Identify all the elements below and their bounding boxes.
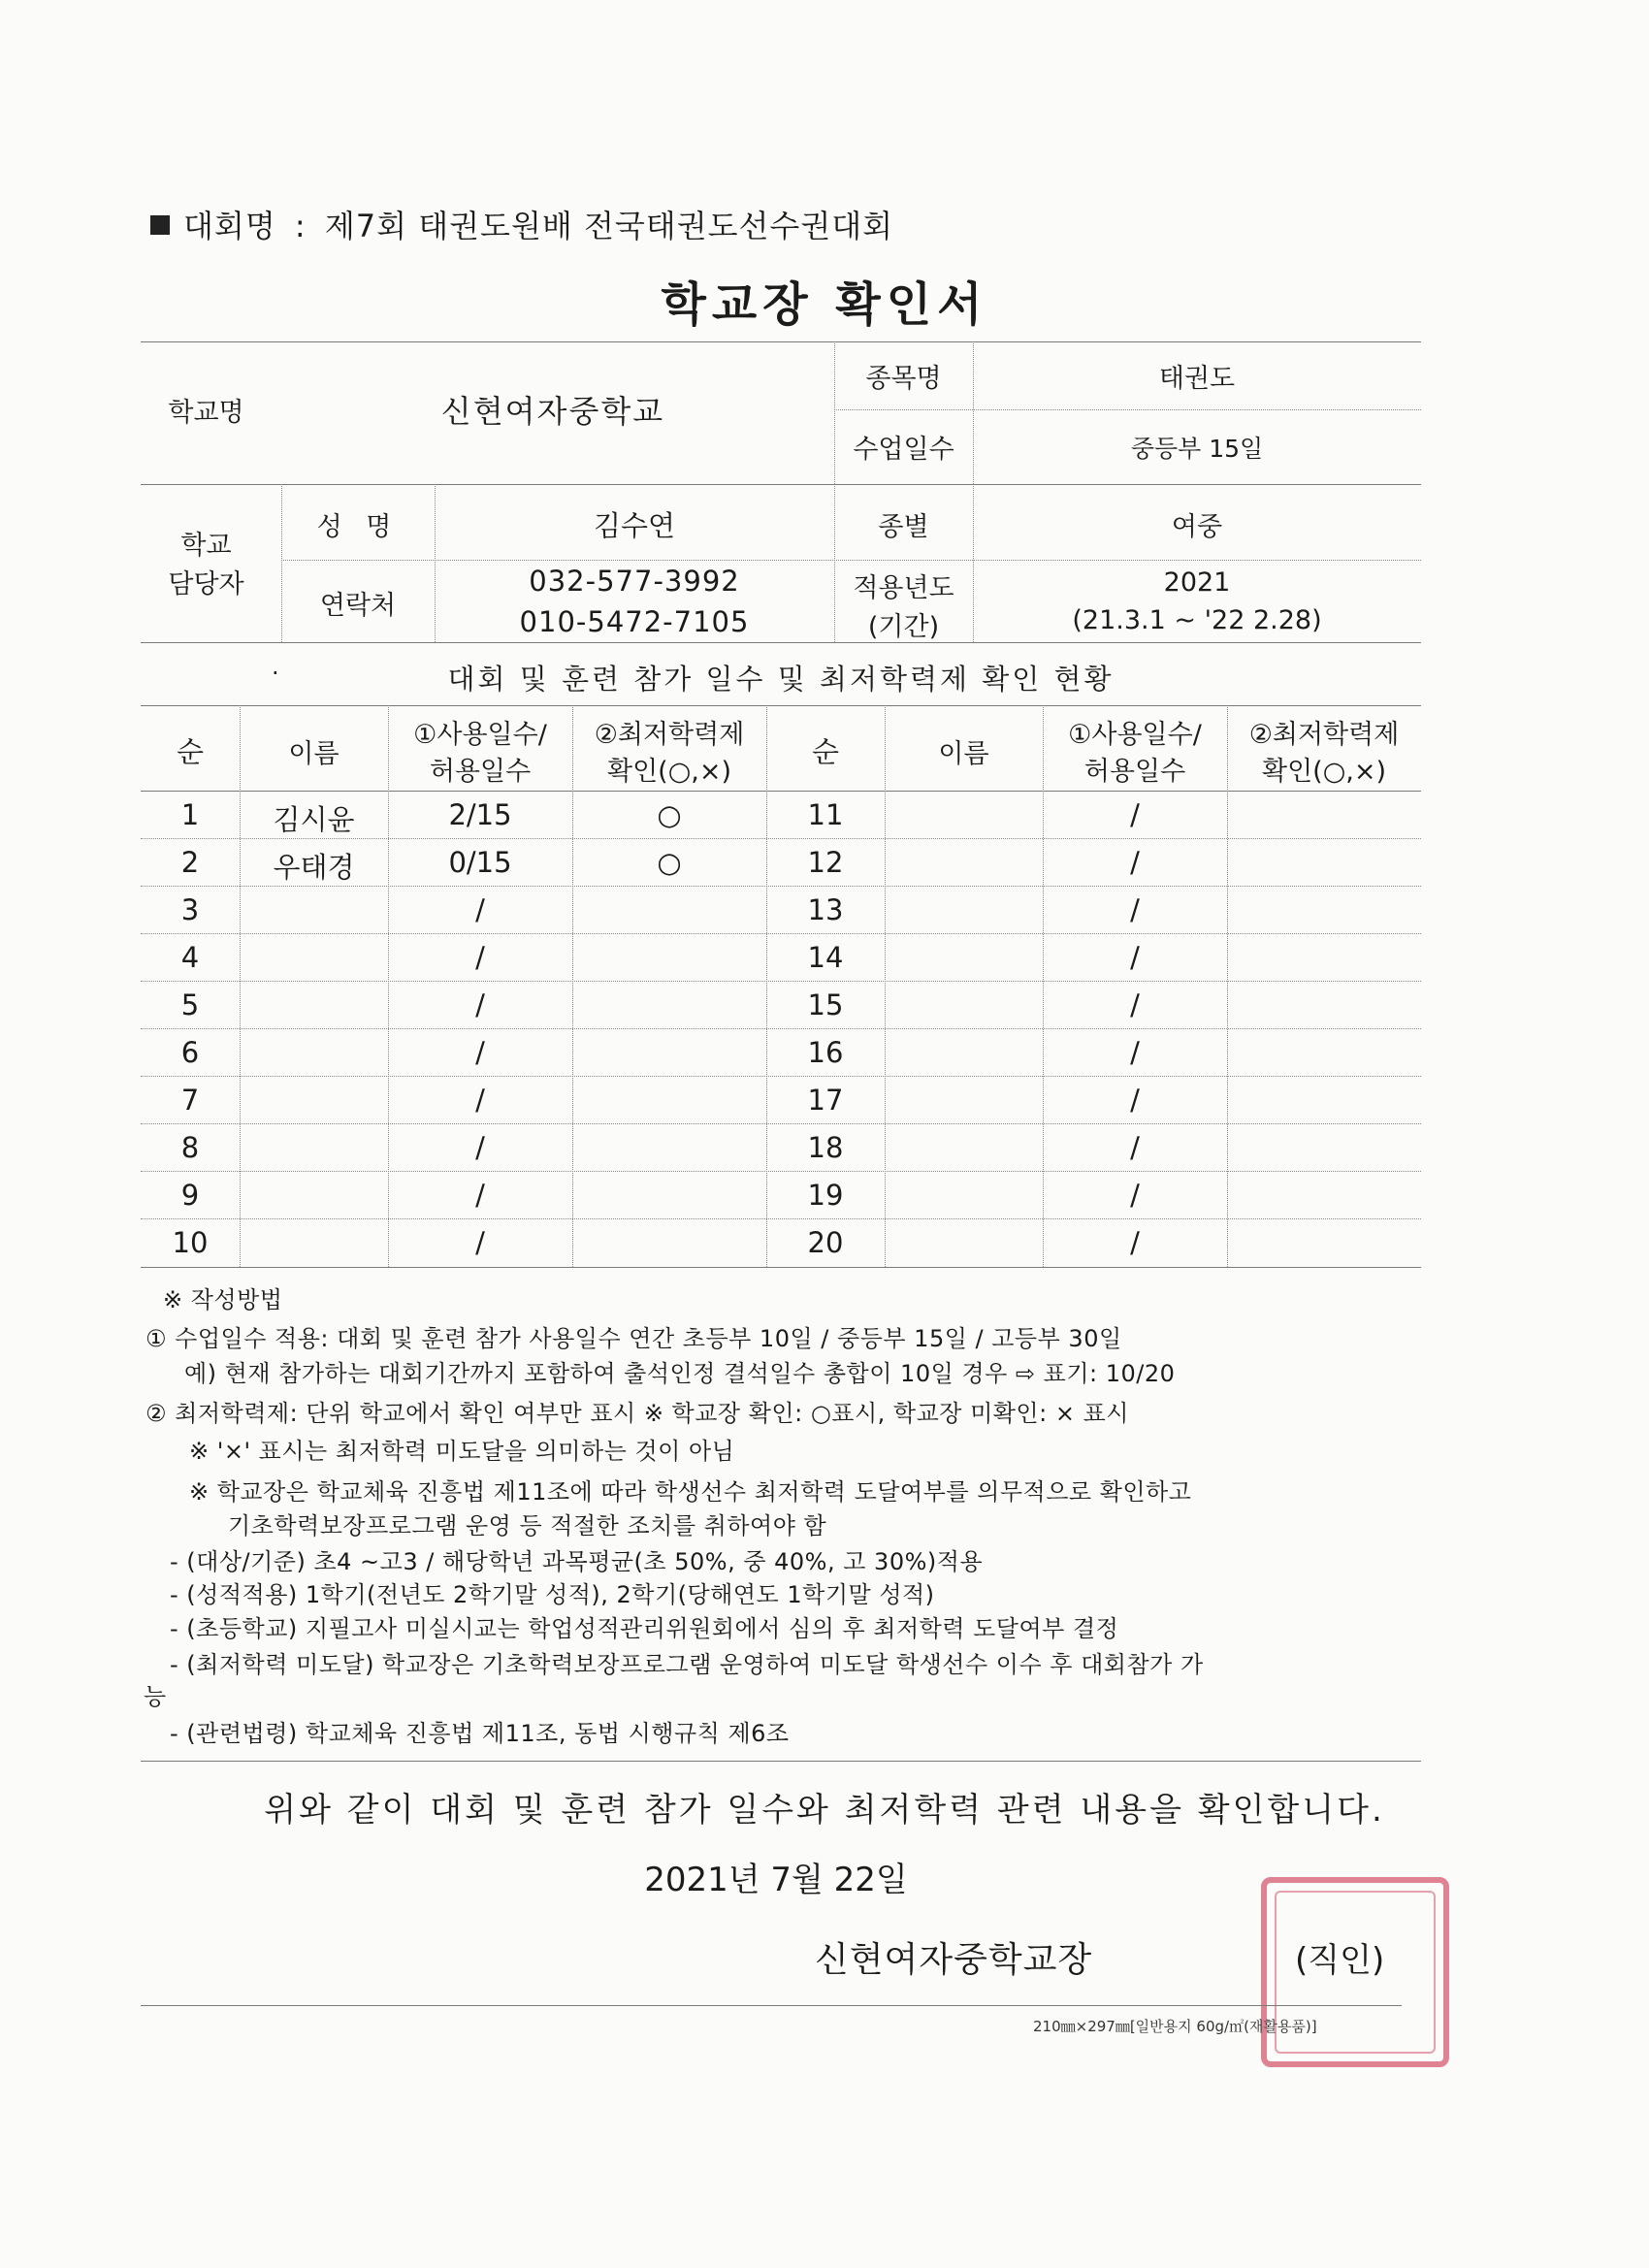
document-title: 학교장 확인서 [661,277,988,332]
cell-no: 9 [180,1179,200,1212]
table-row-divider [141,886,1421,887]
header-check-left-1: ②최저학력제 [594,720,745,750]
table-bottom-border [141,1267,1421,1268]
header-name-left: 이름 [288,739,340,769]
instruction-line: ※ 학교장은 학교체육 진흥법 제11조에 따라 학생선수 최저학력 도달여부를 의무적으로 확인하고 [189,1478,1192,1506]
cell-no: 12 [807,846,844,879]
cell-days: 2/15 [448,798,512,831]
header-days-right-2: 허용일수 [1083,757,1186,787]
paper-spec: 210㎜×297㎜[일반용지 60g/㎡(재활용품)] [1033,2018,1317,2035]
cell-days: 0/15 [448,846,512,879]
instruction-line: ② 최저학력제: 단위 학교에서 확인 여부만 표시 ※ 학교장 확인: ○표시, 학교장 미확인: × 표시 [146,1400,1129,1427]
document-date: 2021년 7월 22일 [644,1861,908,1899]
header-check-right-2: 확인(○,×) [1262,757,1386,787]
confirmation-statement: 위와 같이 대회 및 훈련 참가 일수와 최저학력 관련 내용을 확인합니다. [264,1791,1385,1830]
cell-no: 20 [807,1226,844,1259]
table-row-divider [141,933,1421,934]
header-name-right: 이름 [938,739,989,769]
cell-no: 17 [807,1084,844,1117]
cell-no: 7 [180,1084,200,1117]
table-row-divider [141,1076,1421,1077]
header-no-right: 순 [811,735,839,768]
cell-days: / [1130,941,1140,974]
cell-no: 8 [180,1131,200,1164]
table-row-divider [141,1028,1421,1029]
instruction-line: 기초학력보장프로그램 운영 등 적절한 조치를 취하여야 함 [228,1512,827,1539]
cell-days: / [475,893,485,926]
phone-1: 032-577-3992 [529,565,740,598]
class-days-value: 중등부 15일 [1130,435,1264,463]
cell-no: 11 [807,798,844,831]
cell-no: 1 [180,798,200,831]
info-mid-line [834,409,1421,410]
cell-no: 13 [807,893,844,926]
contact-label: 연락처 [319,591,397,621]
manager-label-1: 학교 [180,531,232,561]
cell-days: / [475,1179,485,1212]
bullet-square-icon [150,215,170,235]
signer-title: 신현여자중학교장 [815,1940,1093,1980]
manager-mid-line [281,560,1421,561]
contest-label: 대회명 [183,208,276,244]
year-label-1: 적용년도 [853,573,954,603]
cell-days: / [475,1131,485,1164]
table-row-divider [141,838,1421,839]
status-caption: 대회 및 훈련 참가 일수 및 최저학력제 확인 현황 [447,663,1115,696]
col-line-3 [572,705,573,1267]
school-name: 신현여자중학교 [440,393,665,430]
cell-no: 16 [807,1036,844,1069]
col-line-1 [240,705,241,1267]
type-value: 여중 [1171,512,1223,542]
type-label: 종별 [878,512,929,542]
instruction-line: - (초등학교) 지필고사 미실시교는 학업성적관리위원회에서 심의 후 최저학력 도달여부 결정 [170,1615,1119,1642]
table-header-border [141,791,1421,792]
cell-no: 15 [807,988,844,1021]
cell-days: / [1130,893,1140,926]
table-row-divider [141,981,1421,982]
cell-no: 10 [172,1226,209,1259]
table-top-border [141,705,1421,706]
table-row-divider [141,1171,1421,1172]
header-check-right-1: ②최저학력제 [1248,720,1400,750]
instruction-line: - (관련법령) 학교체육 진흥법 제11조, 동법 시행규칙 제6조 [170,1720,790,1747]
info-divider [141,484,1421,485]
col-line-7 [1227,705,1228,1267]
cell-days: / [1130,1131,1140,1164]
cell-name: 우태경 [273,851,355,884]
header-days-left-1: ①사용일수/ [413,720,547,750]
manager-label-2: 담당자 [168,569,244,599]
contest-name: 제7회 태권도원배 전국태권도선수권대회 [324,208,894,244]
cell-days: / [475,1036,485,1069]
header-days-left-2: 허용일수 [429,757,532,787]
instruction-line: - (최저학력 미도달) 학교장은 기초학력보장프로그램 운영하여 미도달 학생선수 이수 후 대회참가 가 [170,1651,1204,1678]
cell-no: 4 [180,941,200,974]
header-days-right-1: ①사용일수/ [1068,720,1202,750]
instruction-line: ※ '×' 표시는 최저학력 미도달을 의미하는 것이 아님 [189,1438,735,1465]
event-value: 태권도 [1158,364,1236,394]
cell-days: / [1130,846,1140,879]
instruction-line: - (성적적용) 1학기(전년도 2학기말 성적), 2학기(당해연도 1학기말 성적) [170,1581,935,1608]
cell-no: 2 [180,846,200,879]
cell-days: / [475,988,485,1021]
instructions-divider [141,1761,1421,1762]
instruction-line: ① 수업일수 적용: 대회 및 훈련 참가 사용일수 연간 초등부 10일 / 중등부 15일 / 고등부 30일 [146,1325,1122,1352]
cell-days: / [1130,988,1140,1021]
header-check-left-2: 확인(○,×) [607,757,731,787]
cell-no: 19 [807,1179,844,1212]
cell-days: / [1130,1036,1140,1069]
contest-line [150,202,893,246]
cell-days: / [475,1226,485,1259]
cell-days: / [1130,1226,1140,1259]
cell-check: ○ [657,846,682,879]
cell-no: 5 [180,988,200,1021]
cell-no: 6 [180,1036,200,1069]
year-label-2: (기간) [867,612,940,642]
instructions-heading: ※ 작성방법 [163,1286,283,1313]
caption-dot: · [272,660,279,687]
col-line-5 [885,705,886,1267]
info-top-border [141,341,1421,342]
cell-no: 18 [807,1131,844,1164]
footer-divider [141,2005,1402,2006]
manager-name: 김수연 [593,509,676,542]
event-label: 종목명 [865,364,942,394]
cell-days: / [475,941,485,974]
table-row-divider [141,1123,1421,1124]
school-name-label: 학교명 [168,398,244,428]
instruction-line: 예) 현재 참가하는 대회기간까지 포함하여 출석인정 결석일수 총합이 10일 경우 ⇨ 표기: 10/20 [184,1360,1176,1387]
cell-days: / [1130,1179,1140,1212]
table-row-divider [141,1218,1421,1219]
cell-no: 14 [807,941,844,974]
cell-days: / [1130,1084,1140,1117]
class-days-label: 수업일수 [853,435,954,465]
header-no-left: 순 [176,735,204,768]
cell-no: 3 [180,893,200,926]
phone-2: 010-5472-7105 [519,605,750,638]
cell-days: / [475,1084,485,1117]
name-label: 성 명 [316,512,400,542]
year-value: 2021 [1163,567,1231,598]
instruction-line: - (대상/기준) 초4 ~고3 / 해당학년 과목평균(초 50%, 중 40%, 고 30%)적용 [170,1548,984,1575]
contest-colon: : [294,208,307,244]
manager-bottom-border [141,642,1421,643]
cell-days: / [1130,798,1140,831]
period-value: (21.3.1 ~ '22 2.28) [1072,605,1322,635]
cell-name: 김시윤 [273,803,355,836]
cell-check: ○ [657,798,682,831]
seal-label: (직인) [1295,1941,1385,1980]
instruction-line: 능 [144,1683,167,1710]
